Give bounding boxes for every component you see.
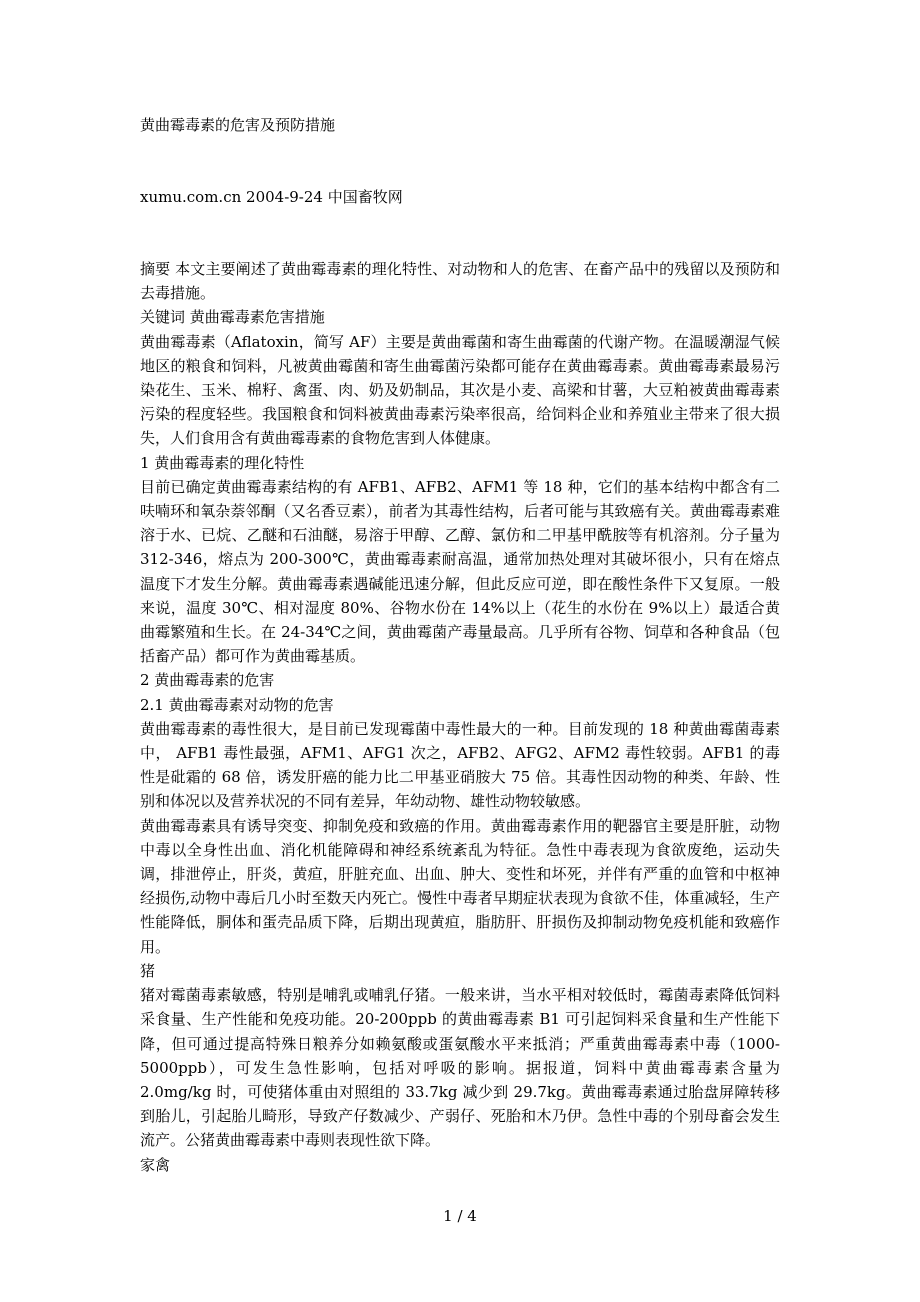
page-number: 1 / 4 bbox=[443, 1207, 477, 1225]
section-2-1-paragraph-2: 黄曲霉毒素具有诱导突变、抑制免疫和致癌的作用。黄曲霉毒素作用的靶器官主要是肝脏，动物中毒以全身性出血、消化机能障碍和神经系统紊乱为特征。急性中毒表现为食欲废绝，运动失调，排泄停止，肝炎，黄疸，肝脏充血、出血、肿大、变性和坏死，并伴有严重的血管和中枢神经损伤,动物中毒后几小时至数天内死亡。慢性中毒者早期症状表现为食欲不佳，体重减轻，生产性能降低，胴体和蛋壳品质下降，后期出现黄疸，脂肪肝、肝损伤及抑制动物免疫机能和致癌作用。 bbox=[140, 816, 780, 956]
pig-paragraph: 猪对霉菌毒素敏感，特别是哺乳或哺乳仔猪。一般来讲，当水平相对较低时，霉菌毒素降低饲料采食量、生产性能和免疫功能。20-200ppb 的黄曲霉毒素 B1 可引起饲料采食量和生产性能下降，但可通过提高特殊日粮养分如赖氨酸或蛋氨酸水平来抵消；严重黄曲霉毒素中毒（1000-5000ppb），可发生急性影响，包括对呼吸的影响。据报道，饲料中黄曲霉毒素含量为 2.0mg/kg 时，可使猪体重由对照组的 33.7kg 减少到 29.7kg。黄曲霉毒素通过胎盘屏障转移到胎儿，引起胎儿畸形，导致产仔数减少、产弱仔、死胎和木乃伊。急性中毒的个别母畜会发生流产。公猪黄曲霉毒素中毒则表现性欲下降。 bbox=[140, 986, 780, 1150]
subsection-heading-2-1: 2.1 黄曲霉毒素对动物的危害 bbox=[140, 695, 334, 714]
section-heading-2: 2 黄曲霉毒素的危害 bbox=[140, 671, 275, 690]
keywords-line: 关键词 黄曲霉毒素危害措施 bbox=[140, 308, 325, 327]
section-2-1-paragraph-1: 黄曲霉毒素的毒性很大，是目前已发现霉菌中毒性最大的一种。目前发现的 18 种黄曲霉菌毒素中， AFB1 毒性最强，AFM1、AFG1 次之，AFB2、AFG2、AFM2 毒性较弱。AFB1 的毒性是砒霜的 68 倍，诱发肝癌的能力比二甲基亚硝胺大 75 倍。其毒性因动物的种类、年龄、性别和体况以及营养状况的不同有差异，年幼动物、雄性动物较敏感。 bbox=[140, 719, 780, 811]
poultry-heading: 家禽 bbox=[140, 1155, 171, 1174]
section-heading-1: 1 黄曲霉毒素的理化特性 bbox=[140, 453, 305, 472]
intro-paragraph: 黄曲霉毒素（Aflatoxin，简写 AF）主要是黄曲霉菌和寄生曲霉菌的代谢产物。在温暖潮湿气候地区的粮食和饲料，凡被黄曲霉菌和寄生曲霉菌污染都可能存在黄曲霉毒素。黄曲霉毒素最易污染花生、玉米、棉籽、禽蛋、肉、奶及奶制品，其次是小麦、高梁和甘薯，大豆粕被黄曲霉毒素污染的程度轻些。我国粮食和饲料被黄曲毒素污染率很高，给饲料企业和养殖业主带来了很大损失，人们食用含有黄曲霉毒素的食物危害到人体健康。 bbox=[140, 332, 780, 448]
pig-heading: 猪 bbox=[140, 961, 156, 980]
abstract-paragraph: 摘要 本文主要阐述了黄曲霉毒素的理化特性、对动物和人的危害、在畜产品中的残留以及预防和去毒措施。 bbox=[140, 260, 780, 303]
source-line: xumu.com.cn 2004-9-24 中国畜牧网 bbox=[140, 188, 403, 206]
section-1-paragraph: 目前已确定黄曲霉毒素结构的有 AFB1、AFB2、AFM1 等 18 种，它们的基本结构中都含有二呋喃环和氧杂萘邻酮（又名香豆素），前者为其毒性结构，后者可能与其致癌有关。黄曲霉毒素难溶于水、已烷、乙醚和石油醚，易溶于甲醇、乙醇、氯仿和二甲基甲酰胺等有机溶剂。分子量为 312-346，熔点为 200-300℃，黄曲霉毒素耐高温，通常加热处理对其破坏很小，只有在熔点温度下才发生分解。黄曲霉毒素遇碱能迅速分解，但此反应可逆，即在酸性条件下又复原。一般来说，温度 30℃、相对湿度 80%、谷物水份在 14%以上（花生的水份在 9%以上）最适合黄曲霉繁殖和生长。在 24-34℃之间，黄曲霉菌产毒量最高。几乎所有谷物、饲草和各种食品（包括畜产品）都可作为黄曲霉基质。 bbox=[140, 477, 780, 666]
document-body bbox=[140, 257, 780, 1177]
document-title: 黄曲霉毒素的危害及预防措施 bbox=[140, 116, 336, 134]
